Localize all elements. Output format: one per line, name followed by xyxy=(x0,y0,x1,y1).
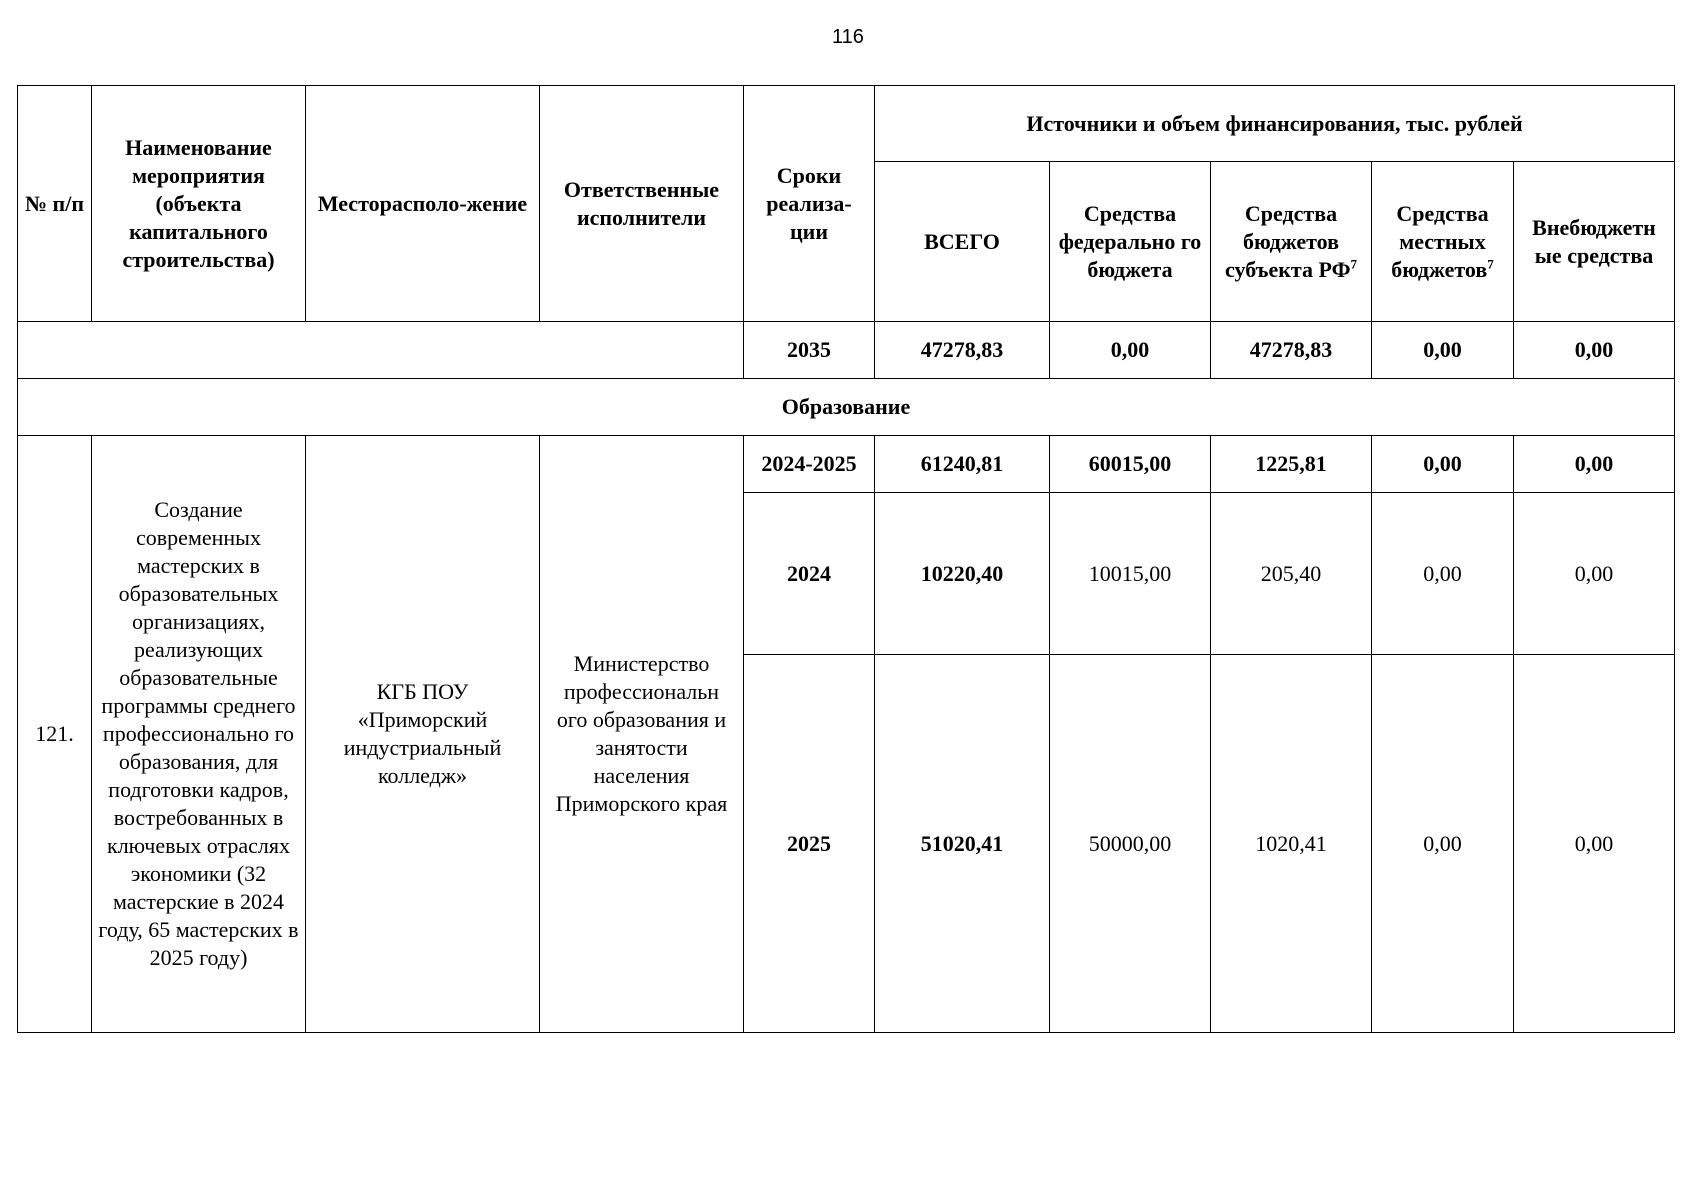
carry-subject: 47278,83 xyxy=(1211,322,1372,379)
header-extra: Внебюджетн ые средства xyxy=(1514,162,1675,322)
item-total: 10220,40 xyxy=(875,493,1050,655)
carry-extra: 0,00 xyxy=(1514,322,1675,379)
carry-row xyxy=(18,322,1675,379)
header-total: ВСЕГО xyxy=(875,162,1050,322)
carry-local: 0,00 xyxy=(1372,322,1514,379)
header-row-1 xyxy=(18,86,1675,162)
item-local: 0,00 xyxy=(1372,493,1514,655)
financing-table xyxy=(17,85,1675,1033)
section-row xyxy=(18,379,1675,436)
header-responsible: Ответственные исполнители xyxy=(540,86,744,322)
header-local-footnote: 7 xyxy=(1487,256,1494,272)
item-location: КГБ ПОУ «Приморский индустриальный колледж» xyxy=(306,436,540,1033)
header-location: Месторасполо-жение xyxy=(306,86,540,322)
header-num: № п/п xyxy=(18,86,92,322)
item-period: 2024-2025 xyxy=(744,436,875,493)
item-local: 0,00 xyxy=(1372,655,1514,1033)
header-subject-text: Средства бюджетов субъекта РФ xyxy=(1225,200,1351,282)
item-extra: 0,00 xyxy=(1514,436,1675,493)
header-federal: Средства федерально го бюджета xyxy=(1050,162,1211,322)
header-local-text: Средства местных бюджетов xyxy=(1391,200,1489,282)
item-federal: 60015,00 xyxy=(1050,436,1211,493)
item-name: Создание современных мастерских в образовательных организациях, реализующих образовательные программы среднего профессионально го образования, для подготовки кадров, востребованных в ключевых отраслях экономики (32 мастерские в 2024 году, 65 мастерских в 2025 году) xyxy=(92,436,306,1033)
item-period: 2025 xyxy=(744,655,875,1033)
carry-total: 47278,83 xyxy=(875,322,1050,379)
item-federal: 10015,00 xyxy=(1050,493,1211,655)
item-federal: 50000,00 xyxy=(1050,655,1211,1033)
section-title: Образование xyxy=(18,379,1675,436)
page-number: 116 xyxy=(832,26,864,48)
header-name: Наименование мероприятия (объекта капитального строительства) xyxy=(92,86,306,322)
item-num: 121. xyxy=(18,436,92,1033)
header-subject-footnote: 7 xyxy=(1350,256,1357,272)
item-responsible: Министерство профессиональн ого образования и занятости населения Приморского края xyxy=(540,436,744,1033)
item-extra: 0,00 xyxy=(1514,655,1675,1033)
header-period: Сроки реализа-ции xyxy=(744,86,875,322)
item-period: 2024 xyxy=(744,493,875,655)
item-subject: 1225,81 xyxy=(1211,436,1372,493)
item-subject: 1020,41 xyxy=(1211,655,1372,1033)
carry-period: 2035 xyxy=(744,322,875,379)
item-total: 61240,81 xyxy=(875,436,1050,493)
header-local xyxy=(1372,162,1514,322)
item-extra: 0,00 xyxy=(1514,493,1675,655)
item-subject: 205,40 xyxy=(1211,493,1372,655)
item-total: 51020,41 xyxy=(875,655,1050,1033)
item-row-total xyxy=(18,436,1675,493)
carry-federal: 0,00 xyxy=(1050,322,1211,379)
item-local: 0,00 xyxy=(1372,436,1514,493)
header-financing-group: Источники и объем финансирования, тыс. рублей xyxy=(875,86,1675,162)
carry-row-blank xyxy=(18,322,744,379)
header-subject xyxy=(1211,162,1372,322)
